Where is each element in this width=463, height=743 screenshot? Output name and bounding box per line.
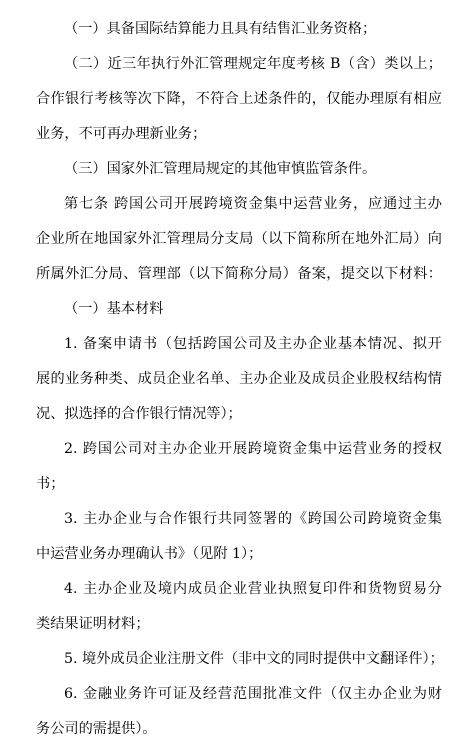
paragraph-line: 合作银行考核等次下降，不符合上述条件的，仅能办理原有相应 — [36, 91, 442, 107]
paragraph-line: 所属外汇分局、管理部（以下简称分局）备案，提交以下材料： — [36, 266, 442, 282]
paragraph-line: 中运营业务办理确认书》（见附 1）； — [36, 546, 263, 562]
paragraph-line: 第七条 跨国公司开展跨境资金集中运营业务，应通过主办 — [64, 196, 442, 212]
paragraph-line: 书； — [36, 476, 65, 492]
paragraph-line: 况、拟选择的合作银行情况等）； — [36, 406, 242, 422]
paragraph-line: （三）国家外汇管理局规定的其他审慎监管条件。 — [64, 161, 377, 177]
paragraph-line: 类结果证明材料； — [36, 616, 150, 632]
paragraph-line: 3. 主办企业与合作银行共同签署的《跨国公司跨境资金集 — [64, 511, 442, 527]
paragraph-line: （二）近三年执行外汇管理规定年度考核 B（含）类以上； — [64, 56, 442, 72]
paragraph-line: 2. 跨国公司对主办企业开展跨境资金集中运营业务的授权 — [64, 441, 442, 457]
paragraph-line: 企业所在地国家外汇管理局分支局（以下简称所在地外汇局）向 — [36, 231, 442, 247]
paragraph-line: 6. 金融业务许可证及经营范围批准文件（仅主办企业为财 — [64, 686, 442, 702]
paragraph-line: 4. 主办企业及境内成员企业营业执照复印件和货物贸易分 — [64, 581, 442, 597]
paragraph-line: 1. 备案申请书（包括跨国公司及主办企业基本情况、拟开 — [64, 336, 442, 352]
paragraph-line: 展的业务种类、成员企业名单、主办企业及成员企业股权结构情 — [36, 371, 442, 387]
paragraph-line: 业务，不可再办理新业务； — [36, 126, 207, 142]
paragraph-line: 5. 境外成员企业注册文件（非中文的同时提供中文翻译件）； — [64, 651, 444, 667]
paragraph-line: 务公司的需提供）。 — [36, 721, 157, 737]
paragraph-line: （一）具备国际结算能力且具有结售汇业务资格； — [64, 21, 377, 37]
paragraph-line: （一）基本材料 — [64, 301, 164, 317]
